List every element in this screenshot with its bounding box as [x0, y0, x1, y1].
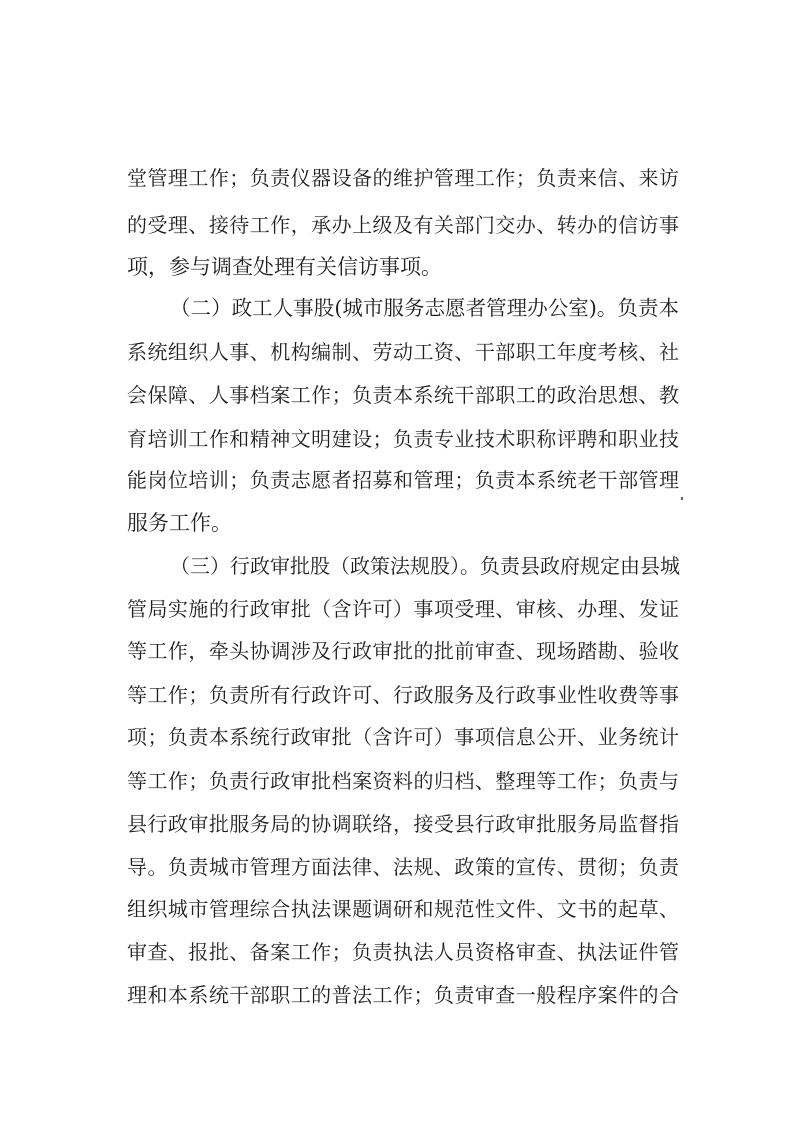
paragraph-3-line-7: 县行政审批服务局的协调联络，接受县行政审批服务局监督指: [127, 812, 679, 836]
paragraph-3-line-9: 组织城市管理综合执法课题调研和规范性文件、文书的起草、: [127, 897, 679, 921]
paragraph-1-line-3: 项，参与调查处理有关信访事项。: [127, 255, 442, 279]
paragraph-2-line-1: （二）政工人事股(城市服务志愿者管理办公室)。负责本: [170, 296, 679, 320]
paragraph-2-line-2: 系统组织人事、机构编制、劳动工资、干部职工年度考核、社: [127, 340, 679, 364]
paragraph-3-line-6: 等工作；负责行政审批档案资料的归档、整理等工作；负责与: [127, 769, 679, 793]
paragraph-2-line-6: 服务工作。: [127, 511, 232, 535]
scan-artifact-dot: [681, 497, 683, 500]
paragraph-1-line-1: 堂管理工作；负责仪器设备的维护管理工作；负责来信、来访: [127, 166, 679, 190]
paragraph-3-line-11: 理和本系统干部职工的普法工作；负责审查一般程序案件的合: [127, 983, 679, 1007]
paragraph-3-line-1: （三）行政审批股（政策法规股）。负责县政府规定由县城: [170, 554, 680, 578]
paragraph-3-line-5: 项；负责本系统行政审批（含许可）事项信息公开、业务统计: [127, 725, 679, 749]
paragraph-3-line-2: 管局实施的行政审批（含许可）事项受理、审核、办理、发证: [127, 597, 679, 621]
paragraph-1-line-2: 的受理、接待工作，承办上级及有关部门交办、转办的信访事: [127, 213, 679, 237]
paragraph-3-line-4: 等工作；负责所有行政许可、行政服务及行政事业性收费等事: [127, 683, 679, 707]
paragraph-3-line-3: 等工作，牵头协调涉及行政审批的批前审查、现场踏勘、验收: [127, 639, 679, 663]
paragraph-2-line-3: 会保障、人事档案工作；负责本系统干部职工的政治思想、教: [127, 383, 679, 407]
paragraph-2-line-4: 育培训工作和精神文明建设；负责专业技术职称评聘和职业技: [127, 427, 679, 451]
paragraph-2-line-5: 能岗位培训；负责志愿者招募和管理；负责本系统老干部管理: [127, 468, 679, 492]
paragraph-3-line-10: 审查、报批、备案工作；负责执法人员资格审查、执法证件管: [127, 940, 679, 964]
paragraph-3-line-8: 导。负责城市管理方面法律、法规、政策的宣传、贯彻；负责: [127, 855, 679, 879]
